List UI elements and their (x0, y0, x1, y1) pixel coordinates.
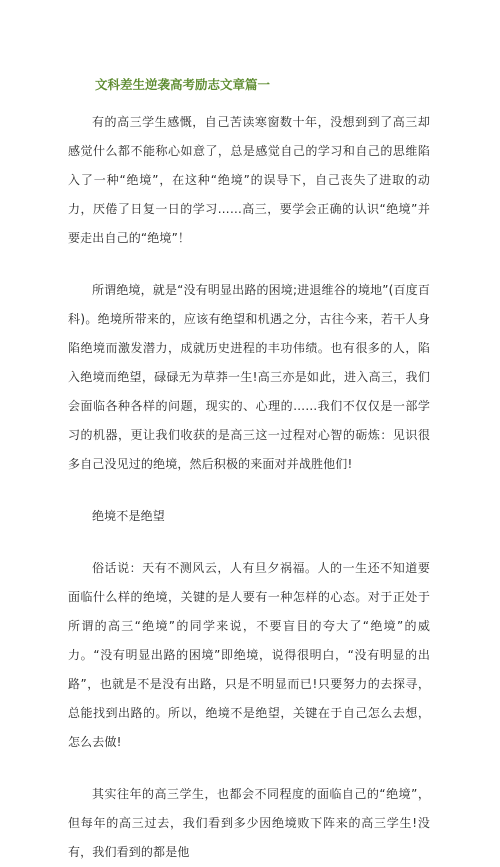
section-heading: 绝境不是绝望 (92, 509, 165, 523)
paragraph-mindset: 俗话说：天有不测风云，人有旦夕祸福。人的一生还不知道要面临什么样的绝境，关键的是人要有一种怎样的心态。对于正处于所谓的高三“绝境”的同学来说，不要盲目的夸大了“绝境”的威力。“没有明显出路的困境”即绝境，说得很明白，“没有明显的出路”，也就是不是没有出路，只是不明显而已!只要努力的去探寻，总能找到出路的。所以，绝境不是绝望，关键在于自己怎么去想，怎么去做! (68, 561, 430, 749)
paragraph-intro: 有的高三学生感慨，自己苦读寒窗数十年，没想到到了高三却感觉什么都不能称心如意了，总是感觉自己的学习和自己的思维陷入了一种“绝境”，在这种“绝境”的误导下，自己丧失了进取的动力，厌倦了日复一日的学习……高三，要学会正确的认识“绝境”并要走出自己的“绝境”！ (68, 115, 430, 245)
paragraph-definition: 所谓绝境，就是“没有明显出路的困境;进退维谷的境地”(百度百科)。绝境所带来的，应该有绝望和机遇之分，古往今来，若干人身陷绝境而激发潜力，成就历史进程的丰功伟绩。也有很多的人，陷入绝境而绝望，碌碌无为草莽一生!高三亦是如此，进入高三，我们会面临各种各样的问题，现实的、心理的……我们不仅仅是一部学习的机器，更让我们收获的是高三这一过程对心智的砺炼：见识很多自己没见过的绝境，然后积极的来面对并战胜他们! (68, 283, 430, 471)
article-title: 文科差生逆袭高考励志文章篇一 (95, 77, 271, 92)
paragraph-past-students: 其实往年的高三学生，也都会不同程度的面临自己的“绝境”，但每年的高三过去，我们看到多少因绝境败下阵来的高三学生!没有，我们看到的都是他 (68, 787, 430, 859)
